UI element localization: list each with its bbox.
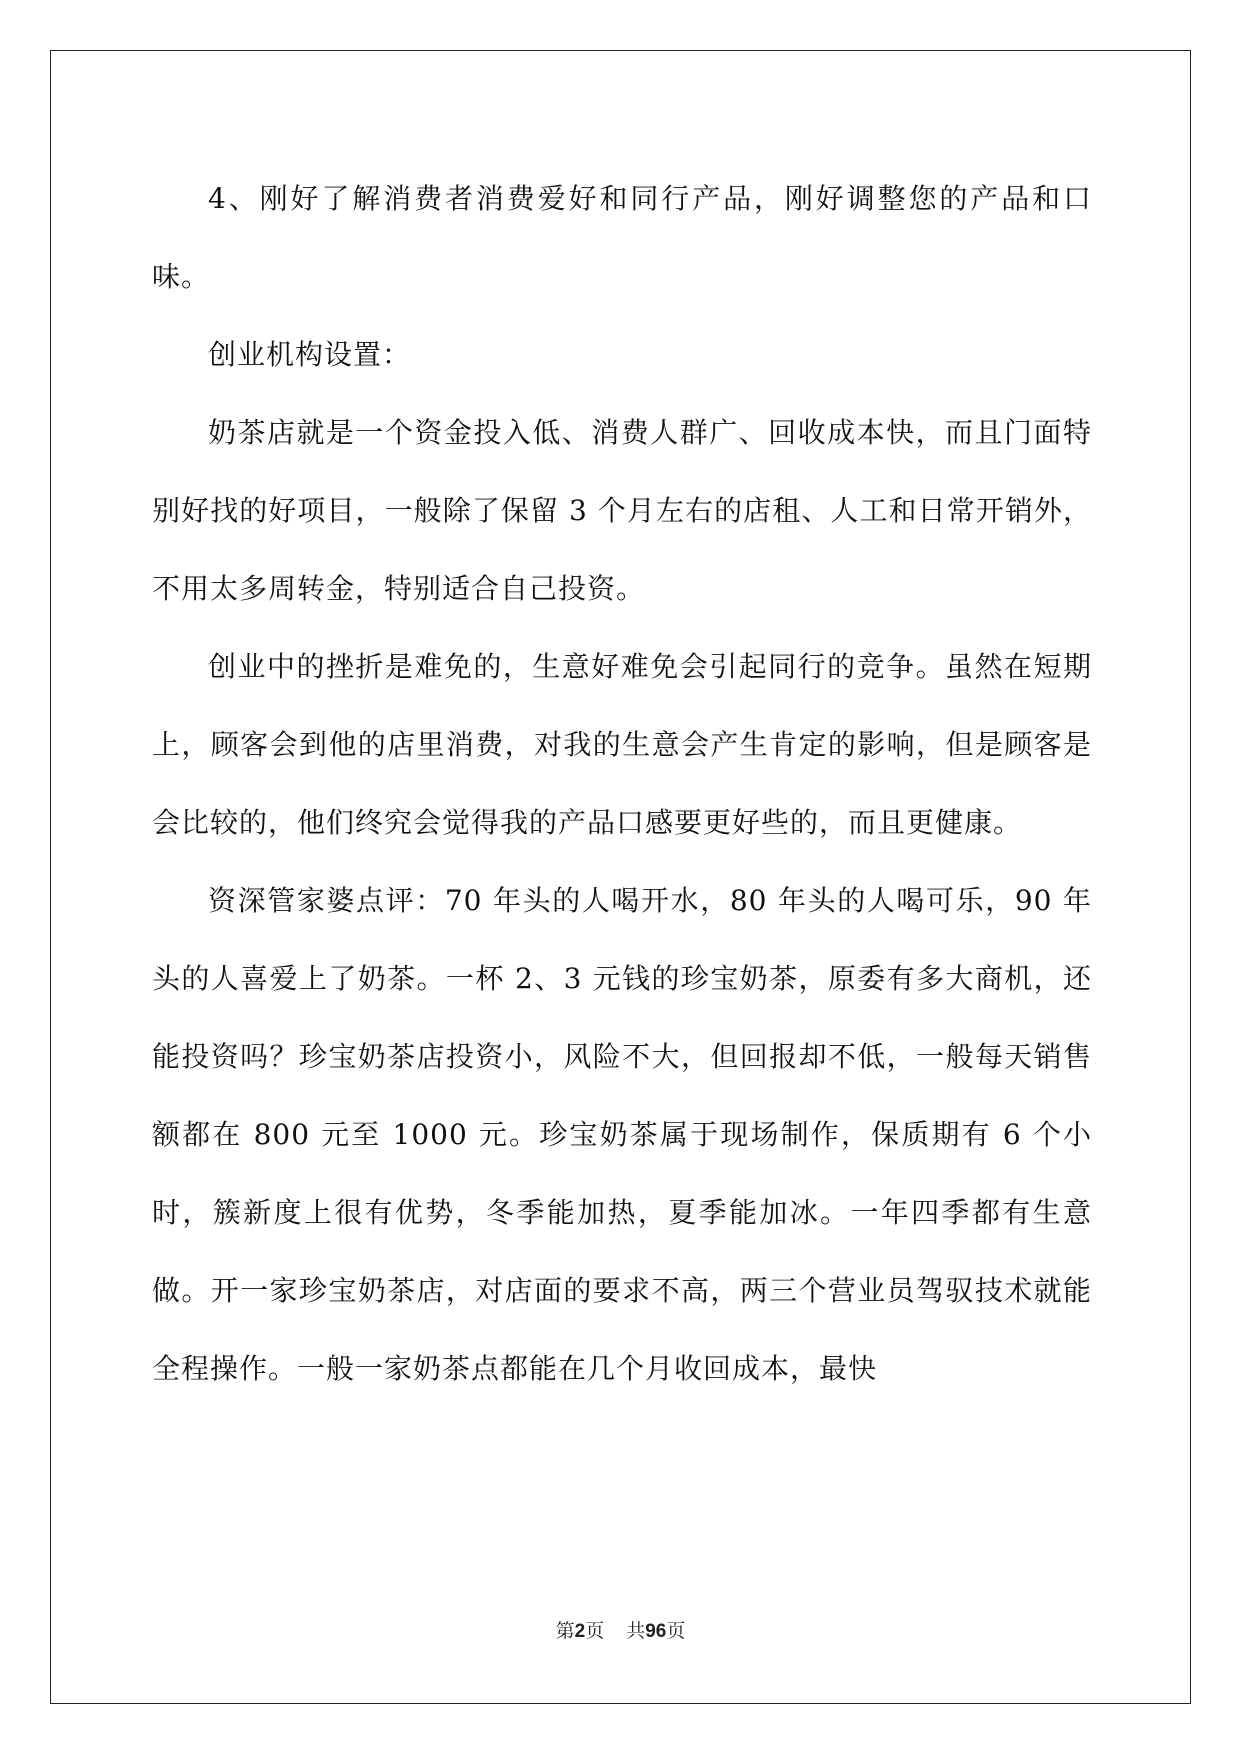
footer-total-suffix: 页: [666, 1620, 686, 1642]
document-body: [152, 160, 1092, 1408]
footer-page-suffix: 页: [585, 1620, 605, 1642]
paragraph-expert-review: 资深管家婆点评：70 年头的人喝开水，80 年头的人喝可乐，90 年头的人喜爱上了奶茶。一杯 2、3 元钱的珍宝奶茶，原委有多大商机，还能投资吗？珍宝奶茶店投资小，风险不大，但回报却不低，一般每天销售额都在 800 元至 1000 元。珍宝奶茶属于现场制作，保质期有 6 个小时，簇新度上很有优势，冬季能加热，夏季能加冰。一年四季都有生意做。开一家珍宝奶茶店，对店面的要求不高，两三个营业员驾驭技术就能全程操作。一般一家奶茶点都能在几个月收回成本，最快: [152, 884, 1092, 1385]
footer-page-number: 2: [574, 1621, 586, 1642]
footer-total-pages: 96: [645, 1621, 667, 1642]
page-footer: [0, 1616, 1241, 1643]
paragraph-milk-tea-shop-overview: 奶茶店就是一个资金投入低、消费人群广、回收成本快，而且门面特别好找的好项目，一般除了保留 3 个月左右的店租、人工和日常开销外，不用太多周转金，特别适合自己投资。: [152, 416, 1092, 605]
paragraph-org-setup-heading: 创业机构设置：: [208, 338, 412, 371]
footer-page-prefix: 第: [555, 1620, 575, 1642]
paragraph-taste-adjustment: 4、刚好了解消费者消费爱好和同行产品，刚好调整您的产品和口味。: [152, 182, 1092, 293]
footer-total-prefix: 共: [626, 1620, 646, 1642]
paragraph-competition: 创业中的挫折是难免的，生意好难免会引起同行的竞争。虽然在短期上，顾客会到他的店里消费，对我的生意会产生肯定的影响，但是顾客是会比较的，他们终究会觉得我的产品口感要更好些的，而且更健康。: [152, 650, 1092, 839]
